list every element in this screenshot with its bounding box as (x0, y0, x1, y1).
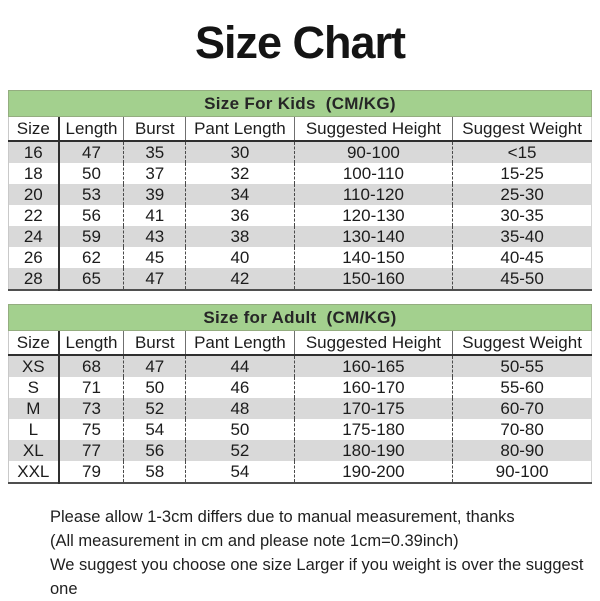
column-header-row (9, 117, 592, 141)
table-cell: 90-100 (294, 141, 453, 163)
table-cell: 34 (186, 184, 294, 205)
table-cell: 55-60 (500, 378, 544, 397)
table-cell: 170-175 (294, 398, 453, 419)
table-cell: 58 (124, 461, 186, 483)
table-cell: 110-120 (294, 184, 453, 205)
table-cell: 16 (9, 141, 59, 163)
table-row (9, 355, 592, 377)
kids-size-table (8, 117, 592, 291)
column-header-row (9, 331, 592, 355)
table-cell: 56 (124, 440, 186, 461)
table-cell: 47 (59, 141, 124, 163)
table-cell: 52 (124, 398, 186, 419)
table-cell: 80-90 (500, 441, 544, 460)
table-cell: 120-130 (294, 205, 453, 226)
table-cell: 25-30 (500, 185, 544, 204)
table-cell: 18 (9, 163, 59, 184)
table-cell: 180-190 (294, 440, 453, 461)
table-cell: 44 (186, 355, 294, 377)
table-cell: 56 (59, 205, 124, 226)
page-title: Size Chart (194, 17, 406, 68)
column-header: Pant Length (186, 117, 294, 141)
table-cell: 46 (186, 377, 294, 398)
column-header: Length (59, 117, 124, 141)
table-cell: 36 (186, 205, 294, 226)
table-cell: 40 (186, 247, 294, 268)
table-cell: 50 (59, 163, 124, 184)
table-cell: 41 (124, 205, 186, 226)
table-cell: 43 (124, 226, 186, 247)
table-row (9, 440, 592, 461)
table-cell: 50 (186, 419, 294, 440)
table-row (9, 398, 592, 419)
table-cell: 175-180 (294, 419, 453, 440)
table-row (9, 163, 592, 184)
table-cell: 130-140 (294, 226, 453, 247)
table-cell: 71 (59, 377, 124, 398)
table-cell: 68 (59, 355, 124, 377)
column-header: Size (9, 331, 59, 355)
table-cell: 15-25 (500, 164, 544, 183)
table-cell: 40-45 (500, 248, 544, 267)
table-cell: 42 (186, 268, 294, 290)
column-header: Pant Length (186, 331, 294, 355)
table-cell: 54 (124, 419, 186, 440)
table-row (9, 268, 592, 290)
adult-table-header-bar: Size for Adult (CM/KG) (8, 304, 592, 331)
table-cell: 24 (9, 226, 59, 247)
table-row (9, 461, 592, 483)
table-row (9, 141, 592, 163)
table-row (9, 226, 592, 247)
table-cell: M (9, 398, 59, 419)
table-cell: 77 (59, 440, 124, 461)
table-cell: 38 (186, 226, 294, 247)
table-cell: 190-200 (294, 461, 453, 483)
table-row (9, 377, 592, 398)
table-cell: XS (9, 355, 59, 377)
table-cell: 65 (59, 268, 124, 290)
kids-size-section (8, 90, 592, 291)
column-header: Suggested Height (294, 117, 453, 141)
table-cell: 39 (124, 184, 186, 205)
table-cell: 75 (59, 419, 124, 440)
table-cell: 48 (186, 398, 294, 419)
table-cell: 50 (124, 377, 186, 398)
table-cell: 45-50 (500, 269, 544, 288)
table-cell: 59 (59, 226, 124, 247)
table-cell: XXL (9, 461, 59, 483)
note-line: Please allow 1-3cm differs due to manual measurement, thanks (50, 508, 515, 526)
table-row (9, 247, 592, 268)
table-cell: 150-160 (294, 268, 453, 290)
table-cell: XL (9, 440, 59, 461)
table-row (9, 419, 592, 440)
note-line: We suggest you choose one size Larger if you weight is over the suggest one (50, 556, 584, 598)
column-header: Burst (124, 117, 186, 141)
table-cell: 160-170 (294, 377, 453, 398)
column-header: Suggested Height (294, 331, 453, 355)
adult-size-table (8, 331, 592, 484)
table-row (9, 184, 592, 205)
column-header: Burst (124, 331, 186, 355)
table-cell: 73 (59, 398, 124, 419)
table-cell: 26 (9, 247, 59, 268)
table-cell: 50-55 (500, 357, 544, 376)
table-cell: 20 (9, 184, 59, 205)
table-cell: 47 (124, 355, 186, 377)
table-cell: 60-70 (500, 399, 544, 418)
table-cell: 47 (124, 268, 186, 290)
column-header: Suggest Weight (453, 117, 592, 141)
table-cell: 100-110 (294, 163, 453, 184)
table-cell: 53 (59, 184, 124, 205)
table-cell: 62 (59, 247, 124, 268)
column-header: Size (9, 117, 59, 141)
table-cell: 52 (186, 440, 294, 461)
table-cell: 160-165 (294, 355, 453, 377)
table-cell: 45 (124, 247, 186, 268)
table-cell: <15 (507, 143, 537, 162)
table-cell: L (9, 419, 59, 440)
adult-size-section (8, 304, 592, 484)
table-row (9, 205, 592, 226)
table-cell: S (9, 377, 59, 398)
table-cell: 30-35 (500, 206, 544, 225)
table-cell: 37 (124, 163, 186, 184)
kids-table-header-bar: Size For Kids (CM/KG) (8, 90, 592, 117)
table-cell: 35-40 (500, 227, 544, 246)
table-cell: 70-80 (500, 420, 544, 439)
table-cell: 54 (186, 461, 294, 483)
note-line: (All measurement in cm and please note 1cm=0.39inch) (50, 532, 459, 550)
column-header: Suggest Weight (453, 331, 592, 355)
table-cell: 140-150 (294, 247, 453, 268)
table-cell: 35 (124, 141, 186, 163)
column-header: Length (59, 331, 124, 355)
table-cell: 22 (9, 205, 59, 226)
table-cell: 32 (186, 163, 294, 184)
table-cell: 79 (59, 461, 124, 483)
table-cell: 30 (186, 141, 294, 163)
table-cell: 28 (9, 268, 59, 290)
measurement-notes (50, 505, 600, 601)
table-cell: 90-100 (495, 462, 549, 481)
